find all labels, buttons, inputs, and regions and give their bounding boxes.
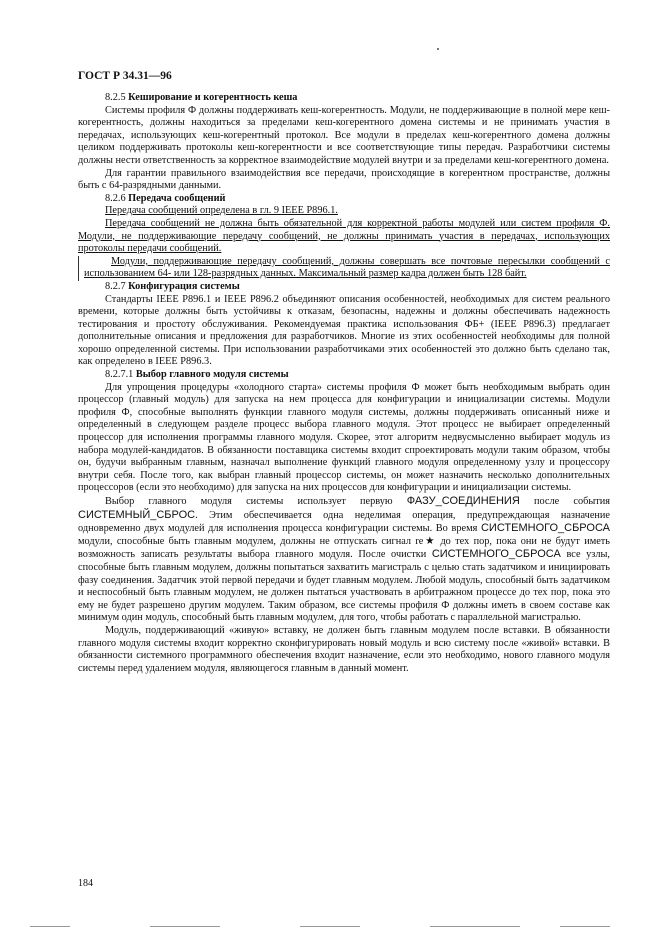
paragraph: Для упрощения процедуры «холодного старта» системы профиля Ф может быть необходимым выбрать один процессор (главный модуль) для запуска на нем процесса для конфигурации и инициализации системы. Модули профиля Ф, способные выполнять функции главного модуля системы, должны поддерживать описанный ниже и определенный в следующем разделе процесс выбора главного модуля. Этот процесс не выбирает определенный процессор для исполнения программы главного модуля. Скорее, этот алгоритм недвусмысленно выбирает модуль из набора модулей-кандидатов. В обязанности поставщика системы входит спроектировать модули таким образом, чтобы он, будучи выбранным главным, назначал выполнение функций главного модуля определенному узлу и процессору внутри себя. После того, как выбран главный процессор системы, он может назначить несколько дополнительных процессоров (если это необходимо) для запуска на них процессов для конфигурации и инициализации системы. (78, 381, 610, 494)
scan-speck (437, 48, 439, 50)
paragraph: Стандарты IEEE P896.1 и IEEE P896.2 объединяют описания особенностей, необходимых для систем реального времени, которые должны быть устойчивы к отказам, безопасны, надежны и должны обеспечивать надежность тестирования и простоту обслуживания. Рекомендуемая практика использования ФБ+ (IEEE P896.3) предлагает дополнительные описания и предложения для разработчиков. Многие из этих особенностей необходимы для полной хорошо определенной системы. При использовании разработчиками этих особенностей это должно быть сделано так, как определено в IEEE P896.3. (78, 293, 610, 368)
signal-name: СИСТЕМНЫЙ_СБРОС (78, 508, 196, 521)
text-run: модули, способные быть главным модулем, должны не отпускать сигнал re★ до тех пор, пока они не будут иметь возможность записать результаты выбора главного модуля. После очистки (78, 535, 610, 561)
section-title: Кеширование и когерентность кеша (128, 92, 298, 103)
scan-edge-line (150, 926, 220, 927)
section-title: Передача сообщений (128, 192, 226, 204)
section-heading-8-2-5 (78, 92, 610, 105)
section-number: 8.2.5 (105, 92, 129, 103)
paragraph-amended: Модули, поддерживающие передачу сообщений, должны совершать все почтовые пересылки сообщений с использованием 64- или 128-разрядных данных. Максимальный размер кадра должен быть 128 байт. (78, 256, 610, 281)
page-number: 184 (78, 878, 93, 889)
scan-edge-line (430, 926, 520, 927)
scan-edge-line (30, 926, 70, 927)
paragraph-amended: Передача сообщений не должна быть обязательной для корректной работы модулей или систем профиля Ф. Модули, не поддерживающие передачу сообщений, не должны принимать участия в передачах, использующих протоколы передачи сообщений. (78, 217, 610, 255)
paragraph: Модуль, поддерживающий «живую» вставку, не должен быть главным модулем после вставки. В обязанности главного модуля системы входит корректно сконфигурировать новый модуль и всю систему после «живой» вставки. В обязанности системного программного обеспечения входит назначение, если это необходимо, нового главного модуля системы перед удалением модуля, являющегося главным в данный момент. (78, 624, 610, 674)
section-number: 8.2.7 (105, 280, 129, 292)
section-heading-8-2-7 (78, 281, 610, 294)
section-title: Выбор главного модуля системы (135, 369, 289, 381)
text-run: Выбор главного модуля системы использует первую (105, 496, 407, 507)
paragraph: Для гарантии правильного взаимодействия все передачи, происходящие в когерентном пространстве, должны быть с 64-разрядными данными. (78, 167, 610, 192)
section-heading-8-2-6 (78, 193, 610, 206)
scan-edge-line (560, 926, 610, 927)
scan-edge-line (300, 926, 360, 927)
text-run: после события (519, 496, 610, 507)
text-run: все узлы, способные быть главным модулем, должны попытаться захватить магистраль с целью стать задатчиком и инициировать фазу соединения. Задатчик этой первой передачи и будет главным модулем. Любой модуль, способный быть задатчиком и неспособный быть главным модулем, не должен пытаться участвовать в арбитражном процессе до тех пор, пока это ему не будет разрешено другим модулем. Таким образом, все системы профиля Ф должны иметь в своем составе как минимум один модуль, способный быть главным модулем, для того, чтобы работать с параллельной магистралью. (78, 549, 610, 624)
paragraph: Системы профиля Ф должны поддерживать кеш-когерентность. Модули, не поддерживающие в полной мере кеш-когерентность, должны находиться за пределами кеш-когерентного домена системы и не принимать участия в передачах, использующих кеш-когерентный протокол. Все модули в пределах кеш-когерентного домена должны целиком поддерживать протоколы кеш-когерентности и все соответствующие типы передач. Разработчики системы должны нести ответственность за корректное взаимодействие модулей внутри и за пределами кеш-когерентного домена. (78, 104, 610, 166)
section-title: Конфигурация системы (128, 280, 240, 292)
document-body (78, 92, 610, 675)
signal-name: СИСТЕМНОГО_СБРОСА (431, 548, 561, 561)
page-header: ГОСТ Р 34.31—96 (78, 70, 172, 82)
section-heading-8-2-7-1 (78, 369, 610, 382)
signal-name: ФАЗУ_СОЕДИНЕНИЯ (406, 495, 520, 507)
section-number: 8.2.6 (105, 192, 129, 204)
signal-name: СИСТЕМНОГО_СБРОСА (480, 522, 610, 535)
paragraph (78, 495, 610, 625)
text-run: . Этим обеспечивается одна неделимая операция, предупреждающая назначение одновременно двух модулей для исполнения процесса конфигурации системы. Во время (78, 509, 610, 535)
section-number: 8.2.7.1 (105, 369, 136, 381)
paragraph-amended: Передача сообщений определена в гл. 9 IEEE P896.1. (105, 205, 338, 217)
